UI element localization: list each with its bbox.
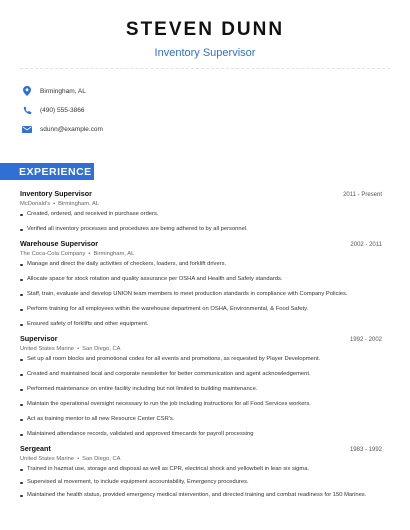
- duty-item: Maintain the operational oversight necessary to run the job including instructions for all Food Services workers.: [20, 401, 382, 408]
- email-text: sdunn@example.com: [40, 125, 103, 133]
- job-duties: [20, 261, 382, 328]
- job-location: Birmingham, AL: [58, 201, 100, 207]
- duty-item: Staff, train, evaluate and develop UNION team members to meet production standards in compliance with Company Policies.: [20, 291, 382, 298]
- separator-dot: •: [77, 456, 80, 462]
- contact-email: [20, 120, 103, 138]
- job-dates: 1983 - 1992: [349, 447, 382, 453]
- job-location: Birmingham, AL: [93, 251, 135, 257]
- job-duties: [20, 356, 382, 438]
- section-title: EXPERIENCE: [19, 166, 92, 178]
- map-pin-icon: [20, 84, 34, 98]
- job-location: San Diego, CA: [82, 346, 121, 352]
- duty-item: Verified all inventory processes and procedures are being adhered to by all personnel.: [20, 226, 382, 233]
- contact-phone: [20, 101, 103, 119]
- separator-dot: •: [88, 251, 91, 257]
- job-duties: [20, 211, 382, 233]
- duty-item: Act as training mentor to all new Resource Center CSR's.: [20, 416, 382, 423]
- job-title: Warehouse Supervisor: [20, 239, 99, 248]
- job-company: The Coca-Cola Company: [20, 251, 86, 257]
- candidate-title: Inventory Supervisor: [154, 47, 256, 59]
- duty-item: Created, ordered, and received in purchase orders.: [20, 211, 382, 218]
- contact-list: [20, 82, 103, 139]
- separator-dot: •: [77, 346, 80, 352]
- resume-header: [0, 0, 410, 60]
- duty-item: Created and maintained local and corporate newsletter for better communication and agent acknowledgement.: [20, 371, 382, 378]
- job-dates: 2011 - Present: [343, 192, 382, 198]
- job-employer: [20, 346, 382, 352]
- job-location: San Diego, CA: [82, 456, 121, 462]
- job-employer: [20, 201, 382, 207]
- job-entry: [20, 334, 382, 438]
- duty-item: Maintained the health status, provided emergency medical intervention, and directed training and combat readiness for 150 Marines.: [20, 492, 382, 499]
- job-company: United States Marine: [20, 456, 75, 462]
- duty-item: Performed maintenance on entire facility including but not limited to building maintenance.: [20, 386, 382, 393]
- job-title: Sergeant: [20, 444, 51, 453]
- location-text: Birmingham, AL: [40, 87, 86, 95]
- job-title: Inventory Supervisor: [20, 189, 92, 198]
- duty-item: Supervised al movement, to include equipment accountability, Emergency procedures.: [20, 479, 382, 486]
- job-employer: [20, 456, 382, 462]
- job-dates: 2002 - 2011: [350, 242, 382, 248]
- contact-location: [20, 82, 103, 100]
- job-duties: [20, 466, 382, 499]
- header-divider: [20, 68, 390, 69]
- phone-text: (490) 555-3866: [40, 106, 85, 114]
- duty-item: Allocate space for stock rotation and quality assurance per OSHA and Health and Safety standards.: [20, 276, 382, 283]
- duty-item: Set up all room blocks and promotional codes for all events and promotions, as requested by Player Development.: [20, 356, 382, 363]
- duty-item: Ensured safety of forklifts and other equipment.: [20, 321, 382, 328]
- job-employer: [20, 251, 382, 257]
- job-dates: 1992 - 2002: [349, 337, 382, 343]
- phone-icon: [20, 103, 34, 117]
- job-entry: [20, 444, 382, 499]
- separator-dot: •: [53, 201, 56, 207]
- job-company: McDonald's: [20, 201, 51, 207]
- job-entry: [20, 189, 382, 233]
- duty-item: Manage and direct the daily activities of checkers, loaders, and forklift drivers.: [20, 261, 382, 268]
- experience-section-header: [0, 163, 94, 180]
- duty-item: Perform training for all employees within the warehouse department on OSHA, Environmental, & Food Safety.: [20, 306, 382, 313]
- candidate-name: STEVEN DUNN: [125, 19, 285, 40]
- job-company: United States Marine: [20, 346, 75, 352]
- duty-item: Maintained attendance records, validated and approved timecards for payroll processing: [20, 431, 382, 438]
- job-title: Supervisor: [20, 334, 58, 343]
- duty-item: Trained in hazmat use, storage and disposal as well as CPR, electrical shock and yellowbelt in lean six sigma.: [20, 466, 382, 473]
- experience-list: [20, 189, 382, 499]
- job-entry: [20, 239, 382, 328]
- envelope-icon: [20, 122, 34, 136]
